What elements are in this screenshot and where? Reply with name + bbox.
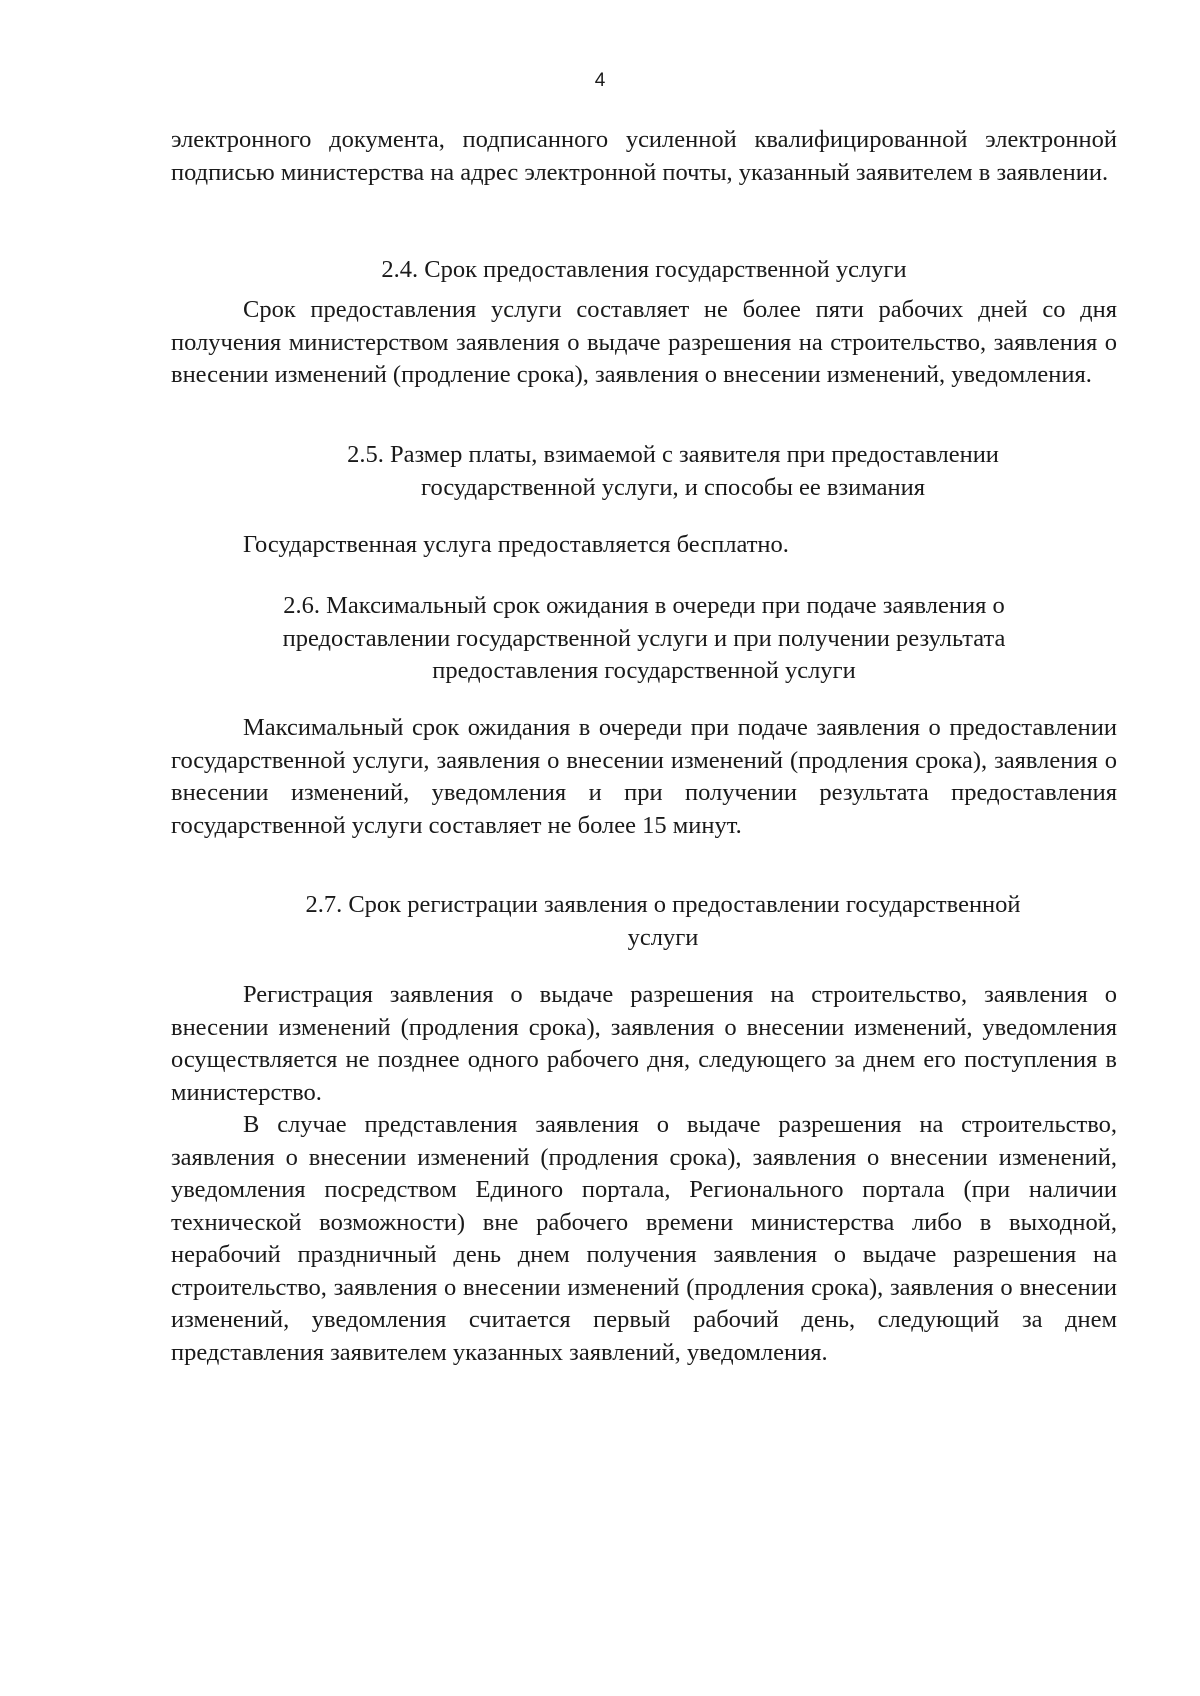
page-number: 4	[594, 70, 606, 91]
section-2-6-body	[171, 712, 1117, 842]
section-2-5-heading-line2: государственной услуги, и способы ее взимания	[421, 473, 925, 501]
section-2-6-heading-line1: 2.6. Максимальный срок ожидания в очереди при подаче заявления о	[283, 592, 1005, 619]
section-2-4-body	[171, 294, 1117, 392]
section-2-6-heading-line3: предоставления государственной услуги	[432, 657, 856, 684]
section-2-7-heading-block	[190, 889, 1136, 954]
section-2-6-heading	[171, 590, 1117, 688]
intro-block	[171, 124, 1117, 189]
section-2-5-body	[243, 529, 1189, 562]
section-2-5-paragraph: Государственная услуга предоставляется бесплатно.	[243, 531, 789, 558]
section-2-6-heading-line2: предоставлении государственной услуги и при получении результата	[282, 624, 1006, 652]
section-2-6-paragraph: Максимальный срок ожидания в очереди при подаче заявления о предоставлении государственной услуги, заявления о внесении изменений (продления срока), заявления о внесении изменений, уведомления и при получении результата предоставления государственной услуги составляет не более 15 минут.	[171, 714, 1117, 839]
section-2-6-heading-block	[171, 590, 1117, 688]
section-2-7-heading	[190, 889, 1136, 954]
intro-paragraph: электронного документа, подписанного усиленной квалифицированной электронной подписью министерства на адрес электронной почты, указанный заявителем в заявлении.	[171, 126, 1117, 186]
section-2-4-paragraph: Срок предоставления услуги составляет не более пяти рабочих дней со дня получения министерством заявления о выдаче разрешения на строительство, заявления о внесении изменений (продление срока), заявления о внесении изменений, уведомления.	[171, 296, 1117, 388]
section-2-7-heading-line2: услуги	[627, 923, 699, 951]
section-2-7-paragraph-2: В случае представления заявления о выдаче разрешения на строительство, заявления о внесении изменений (продления срока), заявления о внесении изменений, уведомления посредством Единого портала, Регионального портала (при наличии технической возможности) вне рабочего времени министерства либо в выходной, нерабочий праздничный день днем получения заявления о выдаче разрешения на строительство, заявления о внесении изменений (продления срока), заявления о внесении изменений, уведомления считается первый рабочий день, следующий за днем представления заявителем указанных заявлений, уведомления.	[171, 1111, 1117, 1366]
section-2-5-heading-line1: 2.5. Размер платы, взимаемой с заявителя при предоставлении	[347, 441, 999, 468]
section-2-4-heading: 2.4. Срок предоставления государственной услуги	[381, 256, 907, 283]
section-2-7-heading-line1: 2.7. Срок регистрации заявления о предоставлении государственной	[305, 891, 1021, 918]
section-2-7-paragraph-1: Регистрация заявления о выдаче разрешения на строительство, заявления о внесении изменений (продления срока), заявления о внесении изменений, уведомления осуществляется не позднее одного рабочего дня, следующего за днем его поступления в министерство.	[171, 981, 1117, 1106]
section-2-5-heading-block	[200, 439, 1146, 504]
section-2-4-heading-block	[171, 254, 1117, 287]
section-2-7-body	[171, 979, 1117, 1369]
section-2-5-heading	[200, 439, 1146, 504]
